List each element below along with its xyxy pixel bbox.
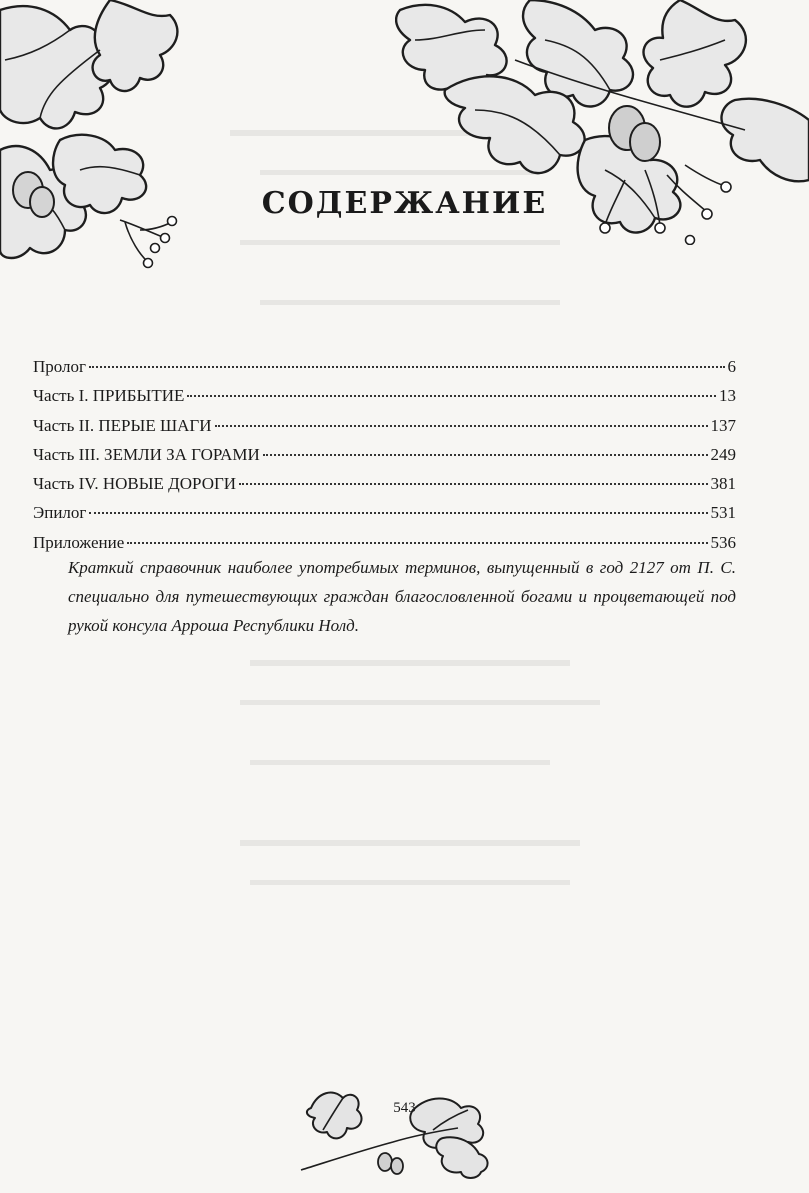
toc-entry-title: Часть III. ЗЕМЛИ ЗА ГОРАМИ — [33, 444, 260, 464]
page-title: СОДЕРЖАНИЕ — [261, 186, 548, 221]
dot-leader — [215, 424, 708, 427]
table-of-contents — [33, 352, 736, 557]
toc-entry-title: Приложение — [33, 532, 125, 552]
toc-entry-page: 381 — [710, 474, 736, 494]
toc-entry-part-1 — [33, 381, 736, 410]
page-number: 543 — [393, 1100, 416, 1116]
toc-entry-page: 249 — [710, 444, 736, 464]
toc-entry-title: Эпилог — [33, 503, 87, 523]
toc-entry-epilogue — [33, 498, 736, 527]
oak-sprig-footer-ornament — [293, 1080, 493, 1180]
toc-entry-page: 13 — [719, 386, 736, 406]
oak-leaves-left-ornament — [0, 0, 190, 275]
toc-entry-page: 536 — [710, 532, 736, 552]
dot-leader — [239, 482, 707, 485]
toc-entry-part-4 — [33, 469, 736, 498]
toc-entry-title: Пролог — [33, 357, 87, 376]
appendix-description: Краткий справочник наиболее употребимых терминов, выпущенный в год 2127 от П. С. специально для путешествующих граждан благословленной богами и процветающей под рукой консула Арроша Республики Нолд. — [68, 558, 736, 635]
dot-leader — [127, 541, 707, 544]
dot-leader — [89, 365, 724, 368]
toc-entry-page: 6 — [727, 357, 736, 376]
toc-entry-part-3 — [33, 440, 736, 469]
dot-leader — [263, 453, 708, 456]
toc-entry-title: Часть IV. НОВЫЕ ДОРОГИ — [33, 474, 237, 494]
toc-entry-title: Часть II. ПЕРЫЕ ШАГИ — [33, 415, 212, 435]
toc-entry-page: 531 — [710, 503, 736, 523]
toc-entry-title: Часть I. ПРИБЫТИЕ — [33, 386, 185, 406]
toc-entry-prologue — [33, 352, 736, 381]
dot-leader — [89, 511, 707, 514]
toc-entry-page: 137 — [710, 415, 736, 435]
toc-entry-part-2 — [33, 411, 736, 440]
dot-leader — [187, 394, 716, 397]
